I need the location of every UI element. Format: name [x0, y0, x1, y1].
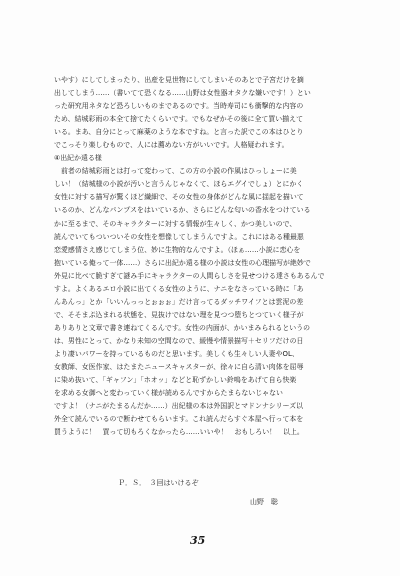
postscript: Ｐ．Ｓ． ３回はいけるぞ — [118, 479, 199, 487]
author-signature: 山野 聡 — [250, 498, 278, 506]
body-line: 出してしまう……（書いてて恐くなる……山野は女性器オタクな嫌いです！）とい — [54, 89, 311, 98]
body-line: かに至るまで、そのキャラクターに対する情報が生々しく、かつ美しいので、 — [54, 219, 297, 228]
body-line: 恋愛感情さえ感じてしまう位、妙に生物的なんですよ。（ほぁ……小説に恋心を — [54, 245, 301, 254]
body-line: った研究用ネタなど恐ろしいものまであるのです。当時寿司にも衝撃的な内容の — [54, 102, 304, 111]
body-line: でこっそり楽しむもので、人には薦めない方がいいです。人格疑われます。 — [54, 141, 289, 150]
page-number: 35 — [190, 534, 206, 547]
body-line: 外全て読んでいるので断わせてもらいます。これ読んだらすぐ本屋へ行って本を — [54, 415, 304, 424]
body-line: ④出紀か遠る様 — [54, 154, 102, 163]
article-body — [54, 74, 366, 439]
body-line: に染め抜いて、「ギャフン」「ホオッ」などと恥ずかしい鈴嗚をあげて自ら快楽 — [54, 376, 297, 385]
body-line: より凄いパワーを持っているものだと思います。美しくも生々しい人妻やOL、 — [54, 349, 299, 358]
body-line: ため、結城彩雨の本全て捨てたくらいです。でもなぜかその後に全て買い揃えて — [54, 115, 304, 124]
body-line: は、男性にとって、かなり未知の空間なので、緩慢や情景描写＋セリフだけの日 — [54, 336, 304, 345]
body-line: 女性に対する描写が驚くほど繊細で、その女性の身体がどんな風に揺起を描いて — [54, 193, 304, 202]
body-line: 前者の結城彩雨とは打って変わって、この方の小説の作風はひっしょーに美 — [54, 167, 297, 176]
body-line: 女教師、女医作家、はたまたニュースキャスターが、徐々に自ら清い肉体を屈辱 — [54, 363, 304, 372]
body-line: いる。まあ、自分にとって麻薬のような本ですね。と言った訳でこの本はひとり — [54, 128, 304, 137]
body-line: を求める女御へと変わっていく様が読めるんですからたまらないじゃない — [54, 389, 283, 398]
body-line: で、そそまぷ込まれる状態を、見抜けではない理を見つつ堕ちとつていく様子が — [54, 310, 304, 319]
body-line: ですよ！（ナニがたまるんだか……）出紀様の本は外国訳とマドンナシリーズ以 — [54, 402, 304, 411]
body-line: しい！（結城様の小説が汚いと言うんじゃなくて、ほらエグイでしょ）とにかく — [54, 180, 304, 189]
body-line: いやす）にしてしまったり、出産を見世物にしてしまいそのあとで子宮だけを摘 — [54, 76, 304, 84]
body-line: 読んでいてもついついその女性を想像してしまうんですよ。これにはある種最悪 — [54, 232, 304, 241]
body-line: 抱いている俺って一体……）さらに出紀か遠る様の小説は女性の心理描写が絶妙で — [54, 258, 311, 267]
body-line: んあんっ」とか「いいんっっとぉぉぉ」だけ言ってるダッチワイフとは雲泥の差 — [54, 297, 304, 306]
body-line: すよ。よくあるエロ小説に出てくる女性のように、ナニをなさっている時に「あ — [54, 284, 304, 293]
body-line: 買うように！ 買って切もろくなかったら……いいや！ おもしろい！ 以上。 — [54, 428, 304, 437]
body-line: いるのか、どんなパンプスをはいているか、さらにどんな匂いの香水をつけている — [54, 206, 311, 215]
body-line: 外見に比べて脆すぎて謎み手にキャラクターの人間らしさを見せつける達さもあるんで — [54, 271, 325, 280]
body-line: ありありと文章で書き連ねてくるんです。女性の内面が、かいまみられるというの — [54, 323, 311, 332]
